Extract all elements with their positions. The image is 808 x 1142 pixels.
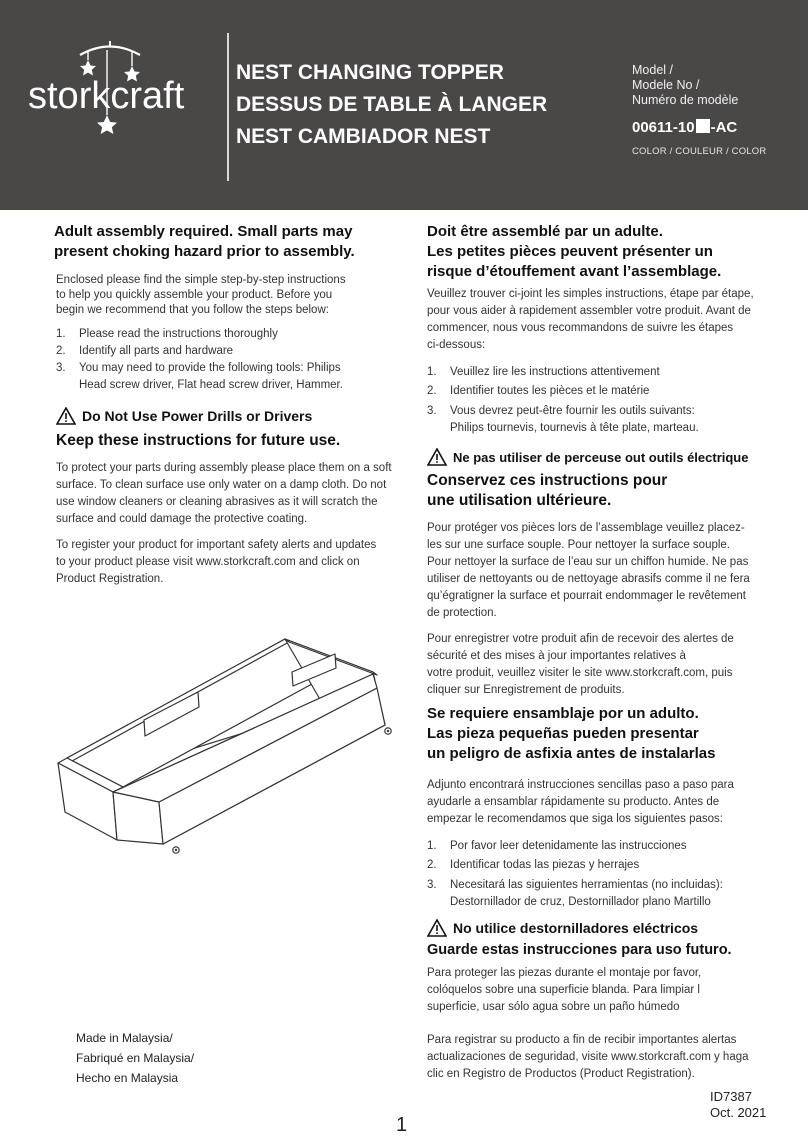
product-titles [236, 57, 547, 153]
french-warning: Ne pas utiliser de perceuse out outils électrique [427, 448, 787, 466]
header-banner [0, 0, 808, 210]
french-register: Pour enregistrer votre produit afin de recevoir des alertes de sécurité et des mises à jour importantes relatives à votre produit, veuillez visiter le site www.storkcraft.com, puis cliquer sur Enregistrement de produits. [427, 633, 734, 696]
doc-id-date: ID7387 Oct. 2021 [710, 1089, 767, 1120]
color-code-box [696, 119, 710, 133]
english-heading: Adult assembly required. Small parts may present choking hazard prior to assembly. [54, 223, 355, 260]
french-steps [427, 363, 787, 437]
title-spanish: NEST CAMBIADOR NEST [236, 125, 491, 148]
list-item: 3. You may need to provide the following tools: Philips Head screw driver, Flat head screw driver, Hammer. [56, 362, 343, 391]
storkcraft-logo [28, 40, 218, 140]
spanish-steps [427, 837, 787, 911]
english-steps [56, 326, 406, 394]
spanish-intro: Adjunto encontrará instrucciones sencillas paso a paso para ayudarle a ensamblar rápidamente su producto. Antes de empezar le recomendamos que siga los siguientes pasos: [427, 779, 734, 825]
list-item: 2. Identify all parts and hardware [56, 345, 234, 357]
english-section [56, 222, 406, 588]
french-keep: Conservez ces instructions pour une utilisation ultérieure. [427, 472, 668, 509]
made-in-label: Made in Malaysia/ Fabriqué en Malaysia/ Hecho en Malaysia [76, 1031, 195, 1085]
english-warning: Do Not Use Power Drills or Drivers [56, 407, 406, 425]
english-keep: Keep these instructions for future use. [56, 432, 341, 449]
list-item: 1. Por favor leer detenidamente las instrucciones [427, 840, 687, 852]
english-intro: Enclosed please find the simple step-by-step instructions to help you quickly assemble your product. Before you begin we recommend that you follow the steps below: [56, 274, 346, 316]
model-label: Model / Modele No / Numéro de modèle [632, 63, 739, 107]
list-item: 1. Veuillez lire les instructions attentivement [427, 366, 660, 378]
color-line: COLOR / COULEUR / COLOR [632, 146, 767, 157]
model-number: 00611-10 -AC [632, 119, 738, 136]
french-heading: Doit être assemblé par un adulte. Les petites pièces peuvent présenter un risque d’étouffement avant l’assemblage. [427, 223, 722, 280]
list-item: 3. Necesitará las siguientes herramientas (no incluidas): Destornillador de cruz, Destornillador plano Martillo [427, 879, 723, 908]
warning-icon [427, 919, 447, 937]
spanish-keep: Guarde estas instrucciones para uso futuro. [427, 942, 732, 958]
warning-icon [427, 448, 447, 466]
spanish-protect: Para proteger las piezas durante el montaje por favor, colóquelos sobre una superficie blanda. Para limpiar l superficie, usar sólo agua sobre un paño húmedo [427, 967, 702, 1013]
english-register: To register your product for important safety alerts and updates to your product please visit www.storkcraft.com and click on Product Registration. [56, 539, 377, 585]
list-item: 2. Identifier toutes les pièces et le matérie [427, 385, 650, 397]
french-section [427, 222, 787, 699]
title-french: DESSUS DE TABLE À LANGER [236, 93, 548, 116]
spanish-section [427, 704, 787, 1083]
star-icon [80, 60, 96, 76]
changing-topper-illustration [55, 632, 400, 872]
spanish-register: Para registrar su producto a fin de recibir importantes alertas actualizaciones de seguridad, visite www.storkcraft.com y haga clic en Registro de Productos (Product Registration). [427, 1034, 749, 1080]
title-english: NEST CHANGING TOPPER [236, 61, 504, 84]
spanish-heading: Se requiere ensamblaje por un adulto. Las pieza pequeñas pueden presentar un peligro de asfixia antes de instalarlas [427, 705, 716, 762]
page-number: 1 [396, 1114, 408, 1136]
list-item: 1. Please read the instructions thoroughly [56, 328, 278, 340]
french-intro: Veuillez trouver ci-joint les simples instructions, étape par étape, pour vous aider à rapidement assembler votre produit. Avant de commencer, nous vous recommandons de suivre les étapes ci-dessous: [427, 288, 754, 351]
svg-text:storkcraft: storkcraft [28, 75, 185, 117]
header-divider [227, 33, 229, 181]
star-icon [97, 115, 117, 134]
list-item: 3. Vous devrez peut-être fournir les outils suivants: Philips tournevis, tournevis à tête plate, marteau. [427, 405, 699, 434]
warning-icon [56, 407, 76, 425]
spanish-warning: No utilice destornilladores eléctricos [427, 919, 787, 937]
french-protect: Pour protéger vos pièces lors de l’assemblage veuillez placez- les sur une surface souple. Pour nettoyer la surface souple. Pour nettoyer la surface de l’eau sur un chiffon humide. Ne pas utiliser de nettoyants ou de nettoyage abrasifs comme il ne fera qu’égratigner la surface et pourrait endommager le revêtement de protection. [427, 522, 750, 619]
list-item: 2. Identificar todas las piezas y herrajes [427, 859, 640, 871]
english-protect: To protect your parts during assembly please place them on a soft surface. To clean surface use only water on a damp cloth. Do not use window cleaners or cleaning abrasives as it will scratch the surface and could damage the protective coating. [56, 462, 392, 525]
